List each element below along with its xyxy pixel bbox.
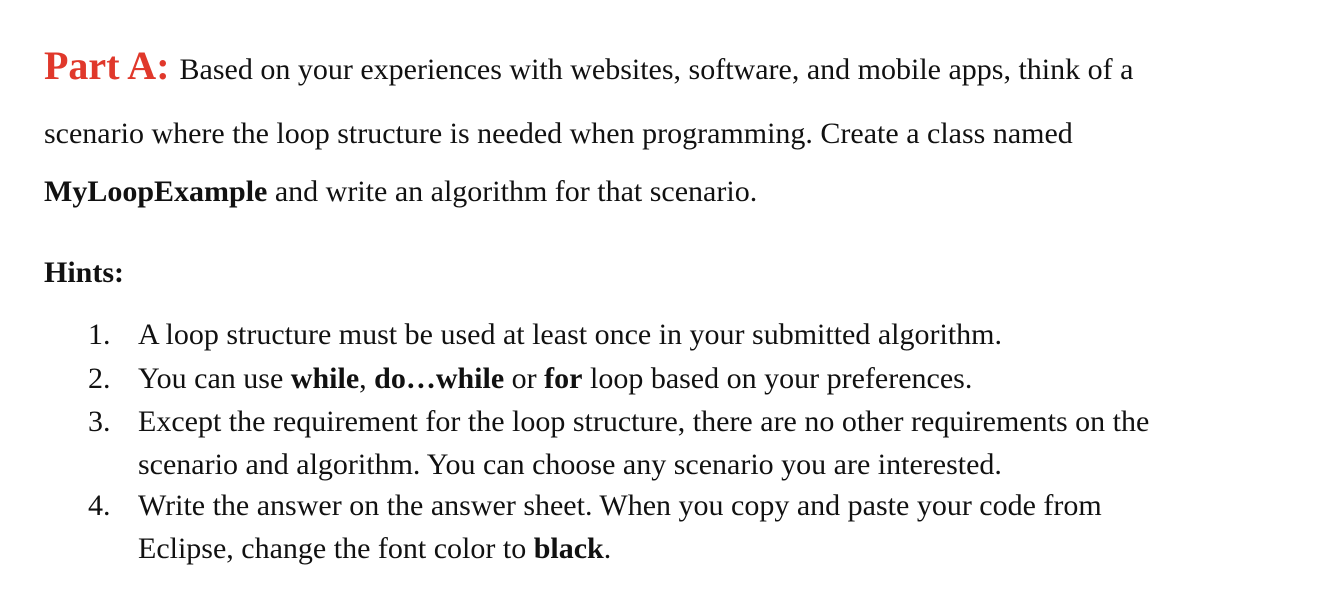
part-a-text-1: Based on your experiences with websites, software, and mobile apps, think of a xyxy=(179,53,1134,86)
hint-text-line-2-pre: Eclipse, change the font color to xyxy=(138,532,534,565)
hint-text-pre: You can use xyxy=(138,362,291,395)
hint-text: A loop structure must be used at least once in your submitted algorithm. xyxy=(138,318,1003,351)
keyword-while: while xyxy=(290,362,360,395)
part-a-text-2: scenario where the loop structure is needed when programming. Create a class named xyxy=(44,117,1073,150)
hint-text xyxy=(138,400,1328,486)
hint-text xyxy=(138,357,1328,400)
hint-text xyxy=(138,484,1328,570)
hint-text-sep: , xyxy=(359,362,375,395)
hint-number: 2. xyxy=(88,362,111,395)
hint-text-line-1: Except the requirement for the loop structure, there are no other requirements on the xyxy=(138,405,1150,438)
keyword-do-while: do…while xyxy=(374,362,505,395)
part-a-line-1 xyxy=(44,43,1134,88)
hint-text-sep: or xyxy=(504,362,545,395)
hint-text-line-2-post: . xyxy=(603,532,612,565)
keyword-black: black xyxy=(533,532,604,565)
class-name: MyLoopExample xyxy=(44,175,268,208)
part-a-line-2 xyxy=(44,117,1073,151)
hint-text-line-2: scenario and algorithm. You can choose any scenario you are interested. xyxy=(138,448,1002,481)
hint-number: 4. xyxy=(88,489,111,522)
hints-heading: Hints: xyxy=(44,256,125,289)
hint-number: 1. xyxy=(88,318,111,351)
part-a-text-3: and write an algorithm for that scenario. xyxy=(267,175,758,208)
part-a-line-3 xyxy=(44,175,757,209)
keyword-for: for xyxy=(544,362,583,395)
hint-text-line-1: Write the answer on the answer sheet. When you copy and paste your code from xyxy=(138,489,1102,522)
hint-text-post: loop based on your preferences. xyxy=(582,362,973,395)
part-a-label: Part A: xyxy=(44,43,170,88)
hint-number: 3. xyxy=(88,405,111,438)
